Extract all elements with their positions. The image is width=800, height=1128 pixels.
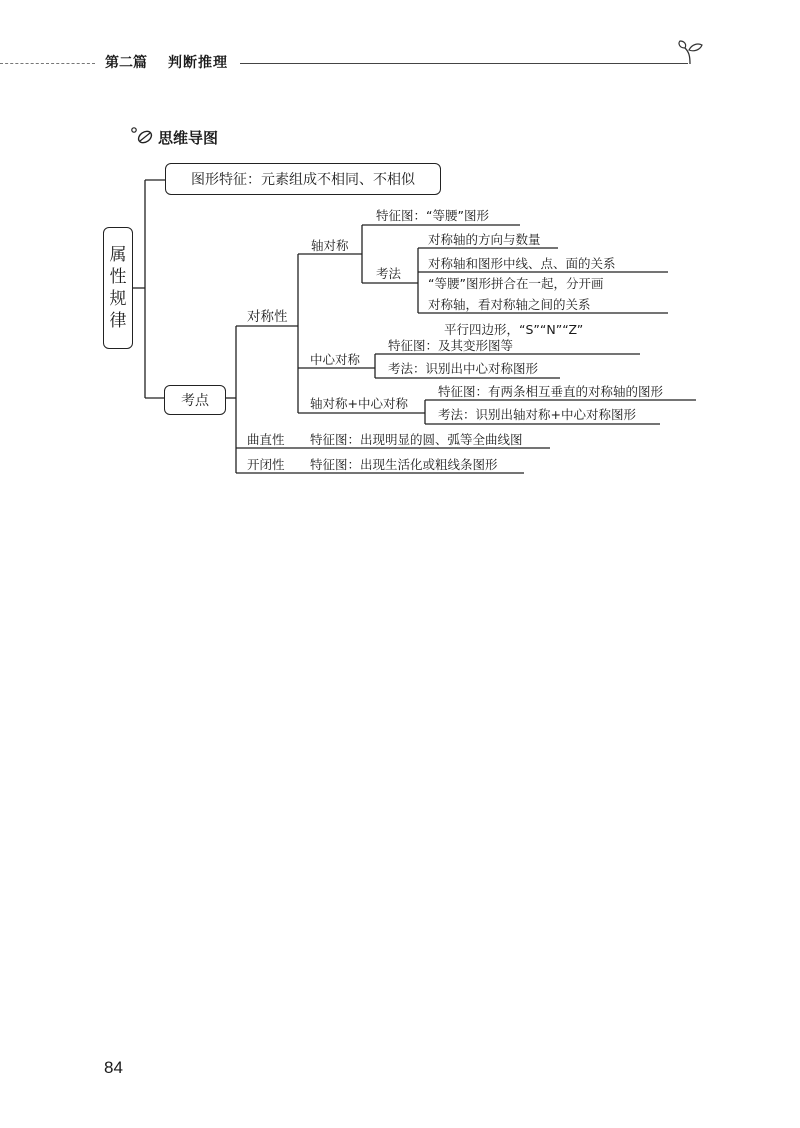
central-kaofa: 考法：识别出中心对称图形 <box>388 361 539 376</box>
axial-feature: 特征图：“等腰”图形 <box>376 208 489 223</box>
branch-kaodian-text: 考点 <box>181 393 209 409</box>
node-symmetry: 对称性 <box>247 309 288 325</box>
curve-feature: 特征图：出现明显的圆、弧等全曲线图 <box>310 432 523 447</box>
node-open-closed: 开闭性 <box>247 457 285 472</box>
node-axial-symmetry: 轴对称 <box>311 238 349 253</box>
axial-kaofa-item-1: 对称轴的方向与数量 <box>428 232 541 247</box>
header-title: 判断推理 <box>168 55 228 71</box>
root-char-2: 性 <box>109 267 127 287</box>
page-number: 84 <box>104 1058 123 1077</box>
open-feature: 特征图：出现生活化或粗线条图形 <box>310 457 498 472</box>
axial-kaofa-item-2: 对称轴和图形中线、点、面的关系 <box>428 256 616 271</box>
axial-kaofa-item-4: 对称轴，看对称轴之间的关系 <box>428 297 591 312</box>
branch-feature-text: 图形特征：元素组成不相同、不相似 <box>191 172 415 188</box>
node-axial-and-central: 轴对称+中心对称 <box>310 396 408 411</box>
root-char-1: 属 <box>109 245 127 265</box>
section-title: 思维导图 <box>158 129 219 147</box>
root-node-attribute-rules <box>103 227 133 349</box>
node-curve: 曲直性 <box>247 432 285 447</box>
branch-feature-box <box>165 163 441 195</box>
root-char-4: 律 <box>109 311 127 331</box>
root-char-3: 规 <box>109 289 127 309</box>
branch-kaodian-box <box>164 385 226 415</box>
axial-kaofa-item-3: “等腰”图形拼合在一起，分开画 <box>428 276 604 291</box>
axial-kaofa-label: 考法 <box>376 266 402 281</box>
both-kaofa: 考法：识别出轴对称+中心对称图形 <box>438 407 636 422</box>
node-central-symmetry: 中心对称 <box>310 352 361 367</box>
both-feature: 特征图：有两条相互垂直的对称轴的图形 <box>438 384 664 399</box>
central-feature-line-1: 平行四边形，“S”“N”“Z” <box>444 322 584 337</box>
header-section: 第二篇 <box>105 55 147 71</box>
central-feature-line-2: 特征图：及其变形图等 <box>388 338 514 353</box>
